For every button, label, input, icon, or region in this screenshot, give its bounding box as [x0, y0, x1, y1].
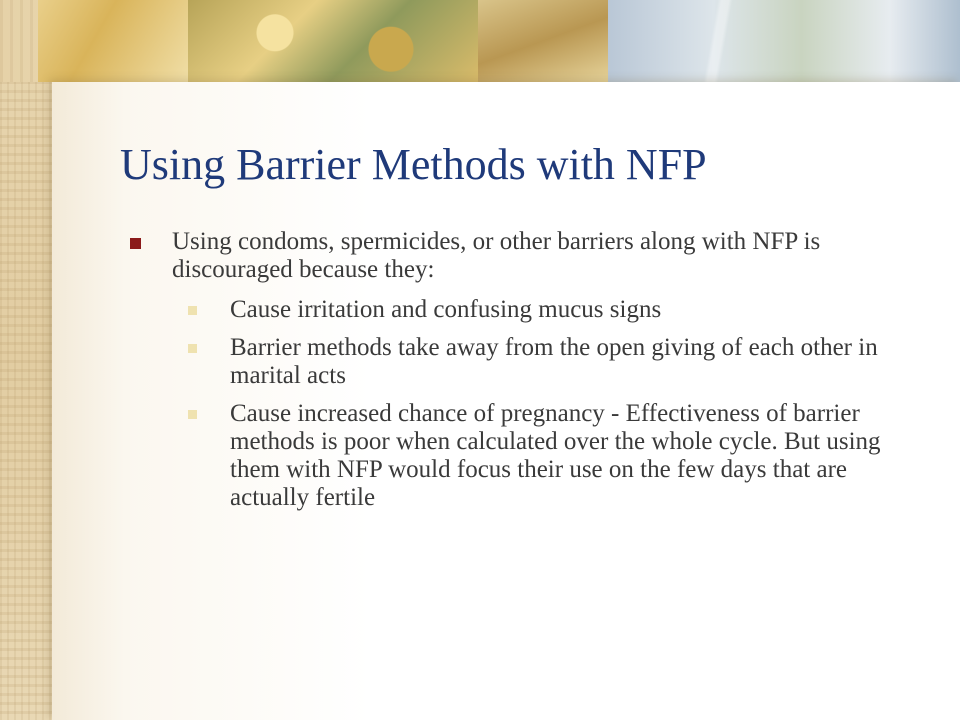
sub-bullet-text: Cause increased chance of pregnancy - Effectiveness of barrier methods is poor when calculated over the whole cycle. But using them with NFP would focus their use on the few days that are actually fertile: [230, 400, 881, 511]
square-sub-bullet-icon: [188, 344, 197, 353]
bullet-text: Using condoms, spermicides, or other barriers along with NFP is discouraged because they:: [172, 228, 821, 283]
bullet-item-main: [130, 228, 930, 284]
decor-photo-3: [478, 0, 608, 82]
decorative-photo-strip: [38, 0, 960, 82]
square-bullet-icon: [130, 238, 141, 249]
square-sub-bullet-icon: [188, 410, 197, 419]
bullet-list: [130, 228, 930, 522]
parchment-border-left: [0, 0, 52, 720]
decor-photo-sky: [608, 0, 960, 82]
sub-bullet-item-pregnancy: [130, 400, 930, 512]
sub-bullet-item-open-giving: [130, 334, 930, 390]
decor-photo-leaves: [188, 0, 478, 82]
square-sub-bullet-icon: [188, 306, 197, 315]
decor-photo-1: [38, 0, 188, 82]
sub-bullet-item-irritation: [130, 296, 930, 324]
sub-bullet-text: Barrier methods take away from the open giving of each other in marital acts: [230, 334, 878, 389]
sub-bullet-text: Cause irritation and confusing mucus signs: [230, 296, 662, 323]
slide-title: Using Barrier Methods with NFP: [120, 140, 707, 189]
